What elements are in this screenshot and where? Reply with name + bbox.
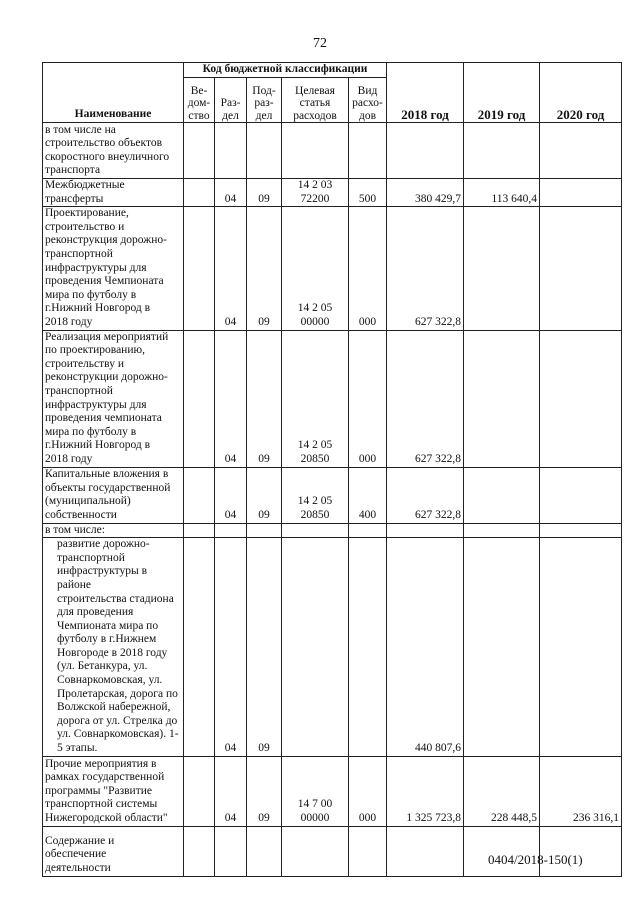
row-name: в том числе:	[43, 523, 184, 538]
cell-2020	[540, 538, 622, 757]
cell-podrazdel: 09	[247, 756, 282, 826]
cell-vid: 000	[349, 207, 387, 330]
cell-ved	[184, 179, 215, 207]
cell-2018: 1 325 723,8	[387, 756, 464, 826]
table-row	[43, 330, 622, 467]
cell-vid: 000	[349, 330, 387, 467]
cell-2020	[540, 330, 622, 467]
cell-ved	[184, 330, 215, 467]
table-row	[43, 538, 622, 757]
cell-target: 14 7 00 00000	[282, 756, 349, 826]
cell-2019: 228 448,5	[464, 756, 540, 826]
table-row	[43, 523, 622, 538]
document-footer-code: 0404/2018-150(1)	[488, 852, 583, 867]
cell-razdel: 04	[215, 207, 247, 330]
header-2020: 2020 год	[540, 63, 622, 123]
cell-ved	[184, 826, 215, 876]
cell-ved	[184, 467, 215, 523]
row-name: развитие дорожно- транспортной инфраструктуры в районе строительства стадиона для проведения Чемпионата мира по футболу в г.Нижнем Новгороде в 2018 году (ул. Бетанкура, ул. Совнаркомовская, ул. Пролетарская, дорога по Волжской набережной, дорога от ул. Стрелка до ул. Совнаркомовская). 1- 5 этапы.	[43, 538, 184, 757]
cell-razdel	[215, 523, 247, 538]
cell-vid	[349, 538, 387, 757]
cell-ved	[184, 538, 215, 757]
cell-ved	[184, 523, 215, 538]
cell-vid	[349, 523, 387, 538]
cell-2020	[540, 467, 622, 523]
header-vid: Вид расхо- дов	[349, 78, 387, 123]
cell-2019	[464, 467, 540, 523]
cell-2018: 627 322,8	[387, 207, 464, 330]
table-row	[43, 207, 622, 330]
cell-razdel	[215, 826, 247, 876]
cell-2018	[387, 523, 464, 538]
cell-2020	[540, 207, 622, 330]
cell-podrazdel: 09	[247, 467, 282, 523]
row-name: в том числе на строительство объектов скоростного внеуличного транспорта	[43, 123, 184, 179]
cell-2019	[464, 330, 540, 467]
cell-target	[282, 523, 349, 538]
header-vedomstvo: Ве- дом- ство	[184, 78, 215, 123]
header-2019: 2019 год	[464, 63, 540, 123]
cell-ved	[184, 756, 215, 826]
row-name: Содержание и обеспечение деятельности	[43, 826, 184, 876]
cell-podrazdel: 09	[247, 330, 282, 467]
table-body	[43, 123, 622, 877]
header-target: Целевая статья расходов	[282, 78, 349, 123]
cell-target	[282, 123, 349, 179]
page-number: 72	[313, 36, 327, 51]
row-name: Прочие мероприятия в рамках государственной программы "Развитие транспортной системы Нижегородской области"	[43, 756, 184, 826]
row-name: Реализация мероприятий по проектированию, строительству и реконструкции дорожно- транспортной инфраструктуры для проведения чемпионата мира по футболу в г.Нижний Новгород в 2018 году	[43, 330, 184, 467]
cell-target: 14 2 05 20850	[282, 467, 349, 523]
header-razdel: Раз- дел	[215, 78, 247, 123]
cell-ved	[184, 123, 215, 179]
cell-2020	[540, 523, 622, 538]
header-name: Наименование	[43, 63, 184, 123]
table-header	[43, 63, 622, 123]
cell-vid: 500	[349, 179, 387, 207]
cell-target	[282, 538, 349, 757]
header-2018: 2018 год	[387, 63, 464, 123]
table-row	[43, 179, 622, 207]
cell-target	[282, 826, 349, 876]
cell-2018	[387, 123, 464, 179]
cell-2018: 380 429,7	[387, 179, 464, 207]
cell-vid: 000	[349, 756, 387, 826]
cell-vid	[349, 826, 387, 876]
cell-vid	[349, 123, 387, 179]
cell-razdel: 04	[215, 756, 247, 826]
header-code-group: Код бюджетной классификации	[184, 63, 387, 78]
cell-podrazdel	[247, 523, 282, 538]
cell-2020	[540, 179, 622, 207]
row-name: Капитальные вложения в объекты государственной (муниципальной) собственности	[43, 467, 184, 523]
table-row	[43, 756, 622, 826]
cell-2018: 440 807,6	[387, 538, 464, 757]
cell-razdel: 04	[215, 330, 247, 467]
table-row	[43, 467, 622, 523]
cell-podrazdel: 09	[247, 179, 282, 207]
budget-table	[42, 62, 622, 877]
cell-razdel: 04	[215, 467, 247, 523]
cell-2018: 627 322,8	[387, 467, 464, 523]
cell-podrazdel	[247, 826, 282, 876]
cell-razdel: 04	[215, 179, 247, 207]
cell-2019: 113 640,4	[464, 179, 540, 207]
cell-vid: 400	[349, 467, 387, 523]
header-podrazdel: Под- раз- дел	[247, 78, 282, 123]
cell-2018	[387, 826, 464, 876]
cell-podrazdel: 09	[247, 207, 282, 330]
cell-2019	[464, 523, 540, 538]
cell-ved	[184, 207, 215, 330]
row-name: Проектирование, строительство и реконструкция дорожно- транспортной инфраструктуры для проведения Чемпионата мира по футболу в г.Нижний Новгород в 2018 году	[43, 207, 184, 330]
cell-razdel: 04	[215, 538, 247, 757]
cell-2018: 627 322,8	[387, 330, 464, 467]
table-row	[43, 123, 622, 179]
cell-podrazdel: 09	[247, 538, 282, 757]
cell-2019	[464, 123, 540, 179]
cell-2020	[540, 123, 622, 179]
cell-target: 14 2 05 20850	[282, 330, 349, 467]
cell-2019	[464, 207, 540, 330]
row-name: Межбюджетные трансферты	[43, 179, 184, 207]
cell-razdel	[215, 123, 247, 179]
cell-2019	[464, 538, 540, 757]
cell-podrazdel	[247, 123, 282, 179]
cell-target: 14 2 05 00000	[282, 207, 349, 330]
cell-target: 14 2 03 72200	[282, 179, 349, 207]
cell-2020: 236 316,1	[540, 756, 622, 826]
